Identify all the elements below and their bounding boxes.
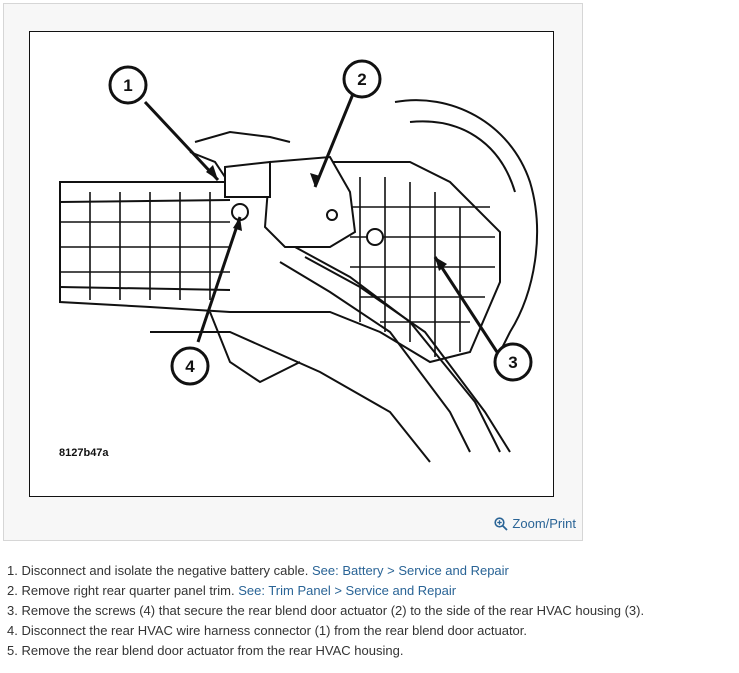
step-text: 3. Remove the screws (4) that secure the rear blend door actuator (2) to the side of the rear HVAC housing (3). bbox=[7, 603, 645, 618]
step-4 bbox=[7, 621, 644, 641]
step-5 bbox=[7, 641, 644, 661]
callout-4-label: 4 bbox=[185, 357, 195, 376]
battery-link[interactable]: See: Battery > Service and Repair bbox=[311, 563, 509, 578]
step-text: 1. Disconnect and isolate the negative battery cable. bbox=[7, 563, 312, 578]
trim-panel-link[interactable]: See: Trim Panel > Service and Repair bbox=[238, 583, 457, 598]
zoom-print-label: Zoom/Print bbox=[512, 516, 576, 531]
figure-code: 8127b47a bbox=[59, 447, 109, 459]
callout-2-label: 2 bbox=[357, 70, 367, 89]
callout-1-label: 1 bbox=[123, 76, 133, 95]
figure-card bbox=[3, 3, 583, 541]
step-3 bbox=[7, 601, 644, 621]
zoom-print-link[interactable] bbox=[494, 516, 576, 531]
procedure-steps bbox=[7, 561, 644, 661]
step-2 bbox=[7, 581, 644, 601]
step-1 bbox=[7, 561, 644, 581]
magnifier-plus-icon bbox=[494, 517, 508, 531]
step-text: 2. Remove right rear quarter panel trim. bbox=[7, 583, 239, 598]
diagram-drawing bbox=[30, 32, 553, 496]
callout-3-label: 3 bbox=[508, 353, 518, 372]
hvac-diagram[interactable] bbox=[29, 31, 554, 497]
step-text: 4. Disconnect the rear HVAC wire harness connector (1) from the rear blend door actuator. bbox=[7, 623, 528, 638]
step-text: 5. Remove the rear blend door actuator from the rear HVAC housing. bbox=[7, 643, 404, 658]
